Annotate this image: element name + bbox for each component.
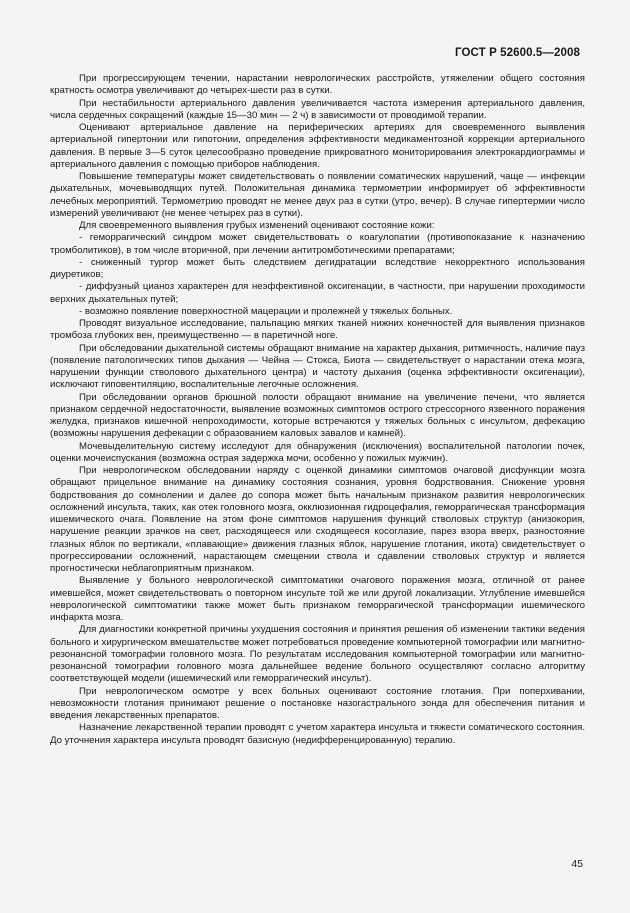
list-item: - геморрагический синдром может свидетельствовать о коагулопатии (противопоказание к назначению тромболитиков), в том числе вторичной, при лечении антитромботическими препаратами; [50,232,585,256]
page-number: 45 [571,858,583,870]
document-header: ГОСТ Р 52600.5—2008 [455,47,580,59]
paragraph: Для диагностики конкретной причины ухудшения состояния и принятия решения об изменении тактики ведения больного и хирургическом вмешательстве может потребоваться проведение компьютерной томографии или магнитно-резонансной томографии головного мозга. По результатам исследования компьютерной томографии или магнитно-резонансной томографии головного мозга дальнейшее ведение больного осуществляют согласно алгоритму соответствующей модели (ишемический или геморрагический инсульт). [50,624,585,685]
paragraph: При прогрессирующем течении, нарастании неврологических расстройств, утяжелении общего состояния кратность осмотра увеличивают до четырех-шести раз в сутки. [50,73,585,97]
paragraph: Оценивают артериальное давление на периферических артериях для своевременного выявления артериальной гипертонии или гипотонии, определения эффективности медикаментозной коррекции артериального давления. В первые 3—5 суток целесообразно проведение прикроватного мониторирования электрокардиограммы и артериального давления с помощью приборов наблюдения. [50,122,585,170]
paragraph: Выявление у больного неврологической симптоматики очагового поражения мозга, отличной от ранее имевшейся, может свидетельствовать о повторном инсульте той же или другой локализации. Углубление имевшейся неврологической симптоматики также может быть признаком геморрагической трансформации ишемического инфаркта мозга. [50,575,585,623]
paragraph: При неврологическом осмотре у всех больных оценивают состояние глотания. При поперхивании, невозможности глотания принимают решение о постановке назогастрального зонда для обеспечения питания и введения лекарственных препаратов. [50,685,585,721]
paragraph: При неврологическом обследовании наряду с оценкой динамики симптомов очаговой дисфункции мозга обращают прицельное внимание на динамику состояния сознания, уровня бодрствования. Снижение уровня бодрствования до сомнолении и далее до сопора может быть начальным признаком развития неврологических осложнений инсульта, таких, как отек головного мозга, окклюзионная гидроцефалия, геморрагическая трансформация ишемического очага. Появление на этом фоне симптомов нарушения функций стволовых структур (анизокория, нарушение реакции зрачков на свет, расходящееся или сходящееся косоглазие, парез взора вверх, разностояние глазных яблок по вертикали, «плавающие» движения глазных яблок, нарушение глотания, икота) свидетельствует о прогрессировании осложнений, нарастающем смещении ствола и сдавлении стволовых структур и является прогностически неблагоприятным признаком. [50,465,585,574]
paragraph: При обследовании дыхательной системы обращают внимание на характер дыхания, ритмичность, наличие пауз (появление патологических типов дыхания — Чейна — Стокса, Биота — свидетельствует о нарастании отека мозга, нарушении функции стволового дыхательного центра) и частоту дыхания (оценка эффективности оксигенации), исключают гиповентиляцию, воспалительные легочные осложнения. [50,342,585,391]
document-body [50,73,585,747]
paragraph: Мочевыделительную систему исследуют для обнаружения (исключения) воспалительной патологии почек, оценки мочеиспускания (возможна острая задержка мочи, особенно у пожилых мужчин). [50,440,585,464]
paragraph: При обследовании органов брюшной полости обращают внимание на увеличение печени, что является признаком сердечной недостаточности, выявление возможных симптомов острого стрессорного язвенного поражения желудка, признаков кишечной непроходимости, которые встречаются у тяжелых больных с инсультом, дефекацию (возможны нарушения дефекации с образованием каловых завалов и камней). [50,391,585,440]
list-item: - диффузный цианоз характерен для неэффективной оксигенации, в частности, при нарушении проходимости верхних дыхательных путей; [50,281,585,305]
paragraph: При нестабильности артериального давления увеличивается частота измерения артериального давления, числа сердечных сокращений (каждые 15—30 мин — 2 ч) в зависимости от проводимой терапии. [50,97,585,121]
paragraph: Повышение температуры может свидетельствовать о появлении соматических нарушений, чаще — инфекции дыхательных, мочевыводящих путей. Положительная динамика термометрии информирует об эффективности лечебных мероприятий. Термометрию проводят не менее двух раз в сутки (утро, вечер). В случае гипертермии число измерений увеличивают (не менее четырех раз в сутки). [50,171,585,219]
list-item: - сниженный тургор может быть следствием дегидратации вследствие некорректного использования диуретиков; [50,256,585,280]
paragraph: Назначение лекарственной терапии проводят с учетом характера инсульта и тяжести соматического состояния. До уточнения характера инсульта проводят базисную (недифференцированную) терапию. [50,722,585,746]
list-item: - возможно появление поверхностной мацерации и пролежней у тяжелых больных. [79,305,453,317]
paragraph: Для своевременного выявления грубых изменений оценивают состояние кожи: [79,220,435,231]
paragraph: Проводят визуальное исследование, пальпацию мягких тканей нижних конечностей для выявления признаков тромбоза глубоких вен, преимущественно — в паретичной ноге. [50,318,585,342]
